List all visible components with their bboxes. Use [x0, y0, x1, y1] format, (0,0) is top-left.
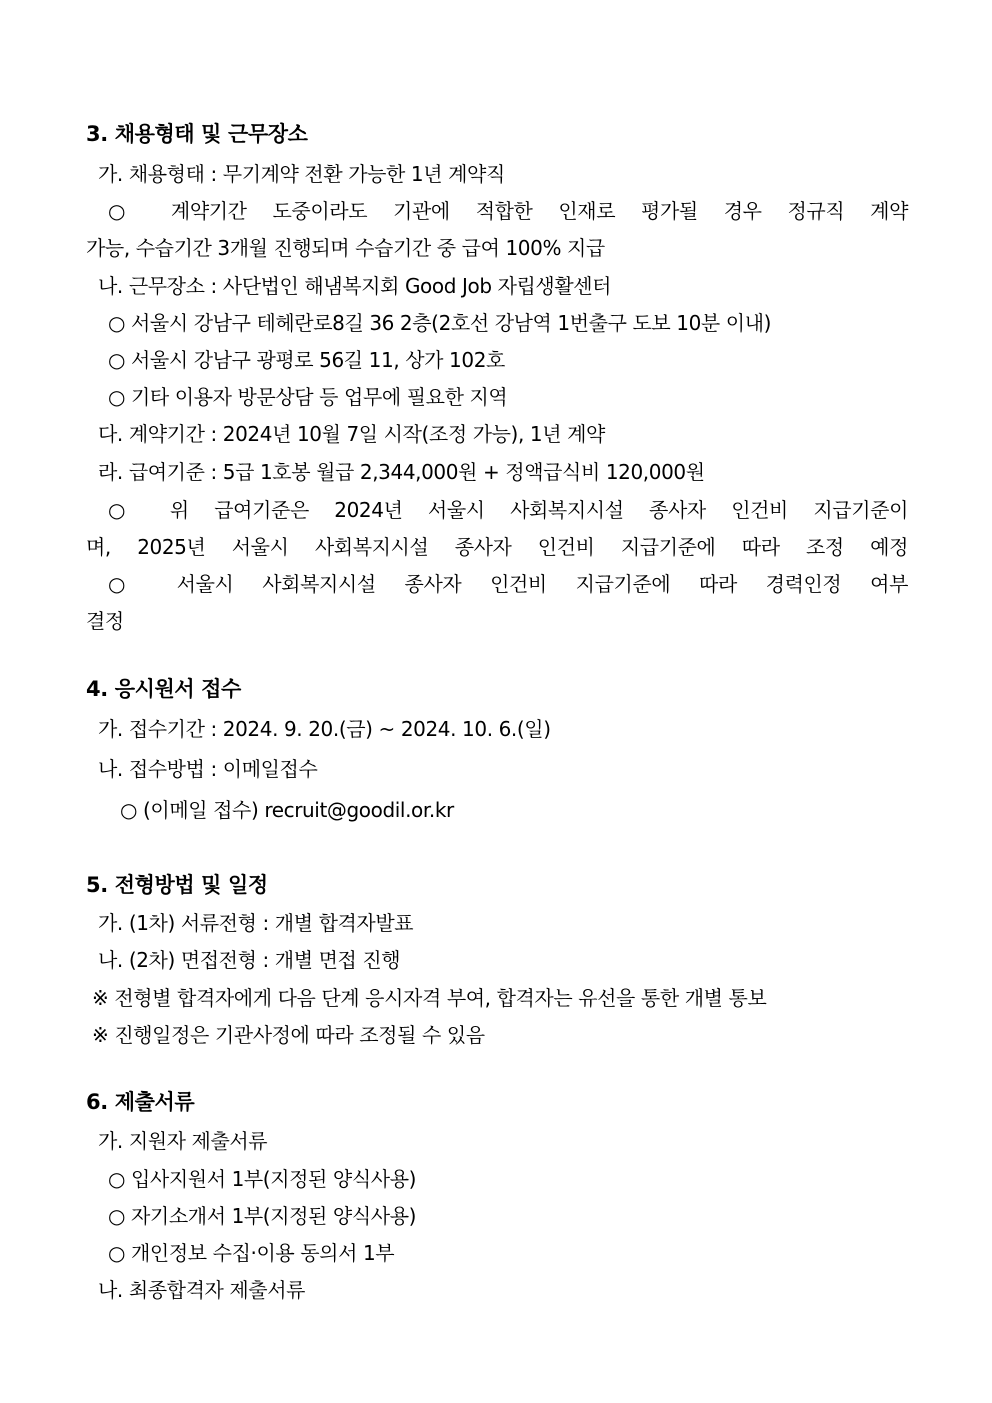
- section-heading-3: 3. 채용형태 및 근무장소: [86, 122, 308, 146]
- item-final-documents: 나. 최종합격자 제출서류: [98, 1278, 306, 1302]
- bullet-contract-note-cont: 가능, 수습기간 3개월 진행되며 수습기간 중 급여 100% 지급: [86, 236, 605, 260]
- section-heading-5: 5. 전형방법 및 일정: [86, 873, 268, 897]
- item-employment-type: 가. 채용형태 : 무기계약 전환 가능한 1년 계약직: [98, 162, 505, 186]
- bullet-other-location: ○ 기타 이용자 방문상담 등 업무에 필요한 지역: [108, 385, 508, 409]
- item-applicant-documents: 가. 지원자 제출서류: [98, 1129, 268, 1153]
- note-screening-notice: ※ 전형별 합격자에게 다음 단계 응시자격 부여, 합격자는 유선을 통한 개별 통보: [92, 986, 767, 1010]
- section-heading-6: 6. 제출서류: [86, 1090, 195, 1114]
- bullet-salary-note: ○ 위 급여기준은 2024년 서울시 사회복지시설 종사자 인건비 지급기준이: [108, 498, 908, 522]
- bullet-application-email: ○ (이메일 접수) recruit@goodil.or.kr: [120, 798, 454, 822]
- bullet-address-2: ○ 서울시 강남구 광평로 56길 11, 상가 102호: [108, 348, 505, 372]
- item-interview-screening: 나. (2차) 면접전형 : 개별 면접 진행: [98, 948, 401, 972]
- bullet-self-introduction: ○ 자기소개서 1부(지정된 양식사용): [108, 1204, 417, 1228]
- item-salary: 라. 급여기준 : 5급 1호봉 월급 2,344,000원 + 정액급식비 120,000원: [98, 460, 705, 484]
- bullet-address-1: ○ 서울시 강남구 테헤란로8길 36 2층(2호선 강남역 1번출구 도보 10분 이내): [108, 311, 772, 335]
- item-application-period: 가. 접수기간 : 2024. 9. 20.(금) ~ 2024. 10. 6.(일): [98, 717, 551, 741]
- bullet-privacy-consent: ○ 개인정보 수집·이용 동의서 1부: [108, 1241, 395, 1265]
- item-document-screening: 가. (1차) 서류전형 : 개별 합격자발표: [98, 911, 414, 935]
- item-work-location: 나. 근무장소 : 사단법인 해냄복지회 Good Job 자립생활센터: [98, 274, 612, 298]
- section-heading-4: 4. 응시원서 접수: [86, 677, 241, 701]
- bullet-career-note: ○ 서울시 사회복지시설 종사자 인건비 지급기준에 따라 경력인정 여부: [108, 572, 908, 596]
- note-schedule-adjustment: ※ 진행일정은 기관사정에 따라 조정될 수 있음: [92, 1023, 485, 1047]
- bullet-career-note-cont: 결정: [86, 609, 124, 633]
- item-application-method: 나. 접수방법 : 이메일접수: [98, 757, 318, 781]
- bullet-application-form: ○ 입사지원서 1부(지정된 양식사용): [108, 1167, 417, 1191]
- bullet-salary-note-cont: 며, 2025년 서울시 사회복지시설 종사자 인건비 지급기준에 따라 조정 예정: [86, 535, 908, 559]
- bullet-contract-note: ○ 계약기간 도중이라도 기관에 적합한 인재로 평가될 경우 정규직 계약: [108, 199, 908, 223]
- item-contract-period: 다. 계약기간 : 2024년 10월 7일 시작(조정 가능), 1년 계약: [98, 422, 605, 446]
